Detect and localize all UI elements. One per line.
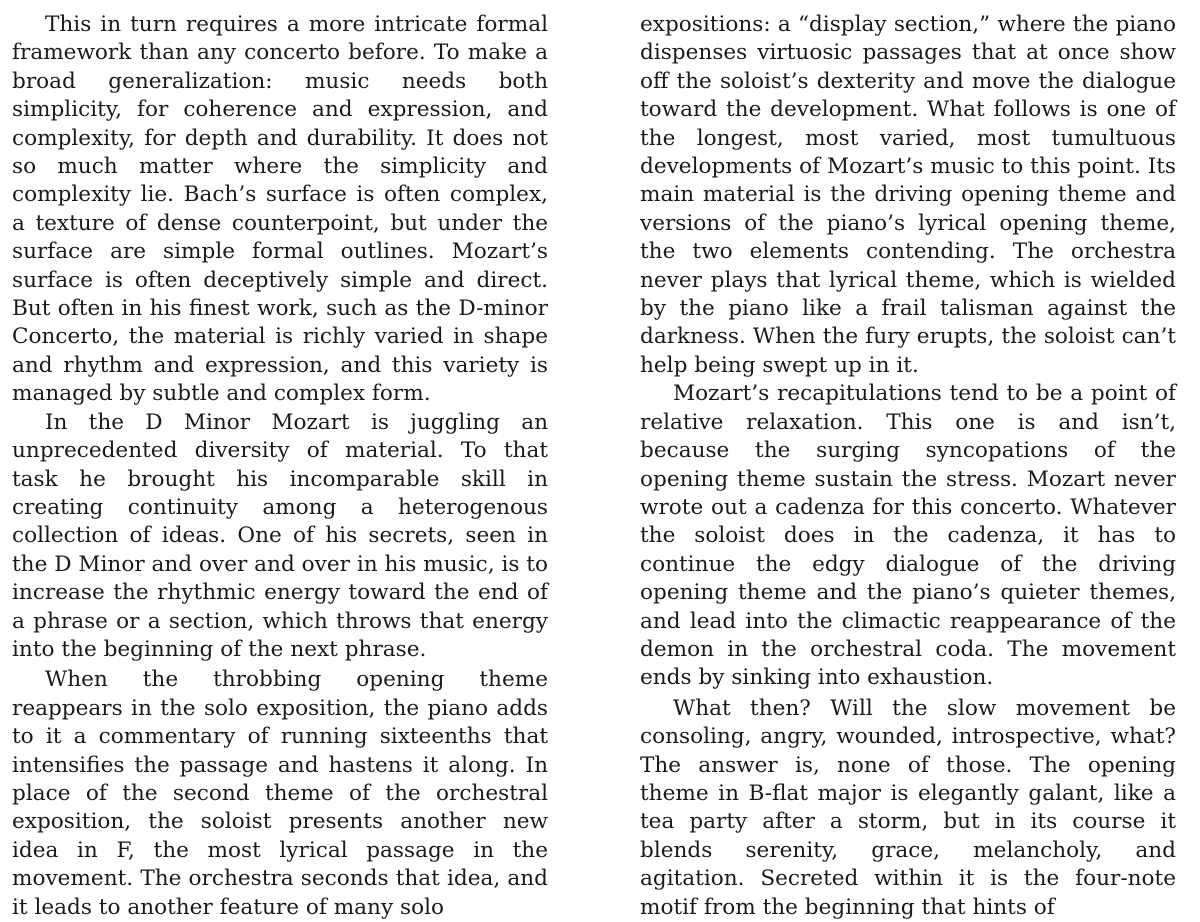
paragraph-diversity-of-material: In the D Minor Mozart is juggling an unprecedented diversity of material. To that task he brought his incomparable skill in creating continuity among a heterogenous collection of ideas. One of his secrets, seen in the D Minor and over and over in his music, is to increase the rhythmic energy toward the end of a phrase or a section, which throws that energy into the beginning of the next phrase.: [12, 409, 548, 662]
paragraph-simplicity-complexity: This in turn requires a more intricate formal framework than any concerto before. To make a broad generalization: music needs both simplicity, for coherence and expression, and complexity, for depth and durability. It does not so much matter where the simplicity and complexity lie. Bach’s surface is often complex, a texture of dense counterpoint, but under the surface are simple formal outlines. Mozart’s surface is often deceptively simple and direct. But often in his finest work, such as the D-minor Concerto, the material is richly varied in shape and rhythm and expression, and this variety is managed by subtle and complex form.: [12, 12, 548, 407]
right-column: [640, 11, 1176, 920]
text-columns: [12, 11, 1176, 920]
paragraph-recapitulation: Mozart’s recapitulations tend to be a point of relative relaxation. This one is and isn’t, because the surging syncopations of the opening theme sustain the stress. Mozart never wrote out a cadenza for this concerto. Whatever the soloist does in the cadenza, it has to continue the edgy dialogue of the driving opening theme and the piano’s quieter themes, and lead into the climactic reappearance of the demon in the orchestral coda. The movement ends by sinking into exhaustion.: [640, 381, 1176, 691]
paragraph-solo-exposition: When the throbbing opening theme reappears in the solo exposition, the piano adds to it a commentary of running sixteenths that intensifies the passage and hastens it along. In place of the second theme of the orchestral exposition, the soloist presents another new idea in F, the most lyrical passage in the movement. The orchestra seconds that idea, and it leads to another feature of many solo: [12, 667, 548, 920]
paragraph-slow-movement: What then? Will the slow movement be consoling, angry, wounded, introspective, what? The answer is, none of those. The opening theme in B-flat major is elegantly galant, like a tea party after a storm, but in its course it blends serenity, grace, melancholy, and agitation. Secreted within it is the four-note motif from the beginning that hints of: [640, 695, 1176, 920]
paragraph-display-section: expositions: a “display section,” where the piano dispenses virtuosic passages that at once show off the soloist’s dexterity and move the dialogue toward the development. What follows is one of the longest, most varied, most tumultuous developments of Mozart’s music to this point. Its main material is the driving opening theme and versions of the piano’s lyrical opening theme, the two elements contending. The orchestra never plays that lyrical theme, which is wielded by the piano like a frail talisman against the darkness. When the fury erupts, the soloist can’t help being swept up in it.: [640, 12, 1176, 378]
left-column: [12, 11, 548, 920]
